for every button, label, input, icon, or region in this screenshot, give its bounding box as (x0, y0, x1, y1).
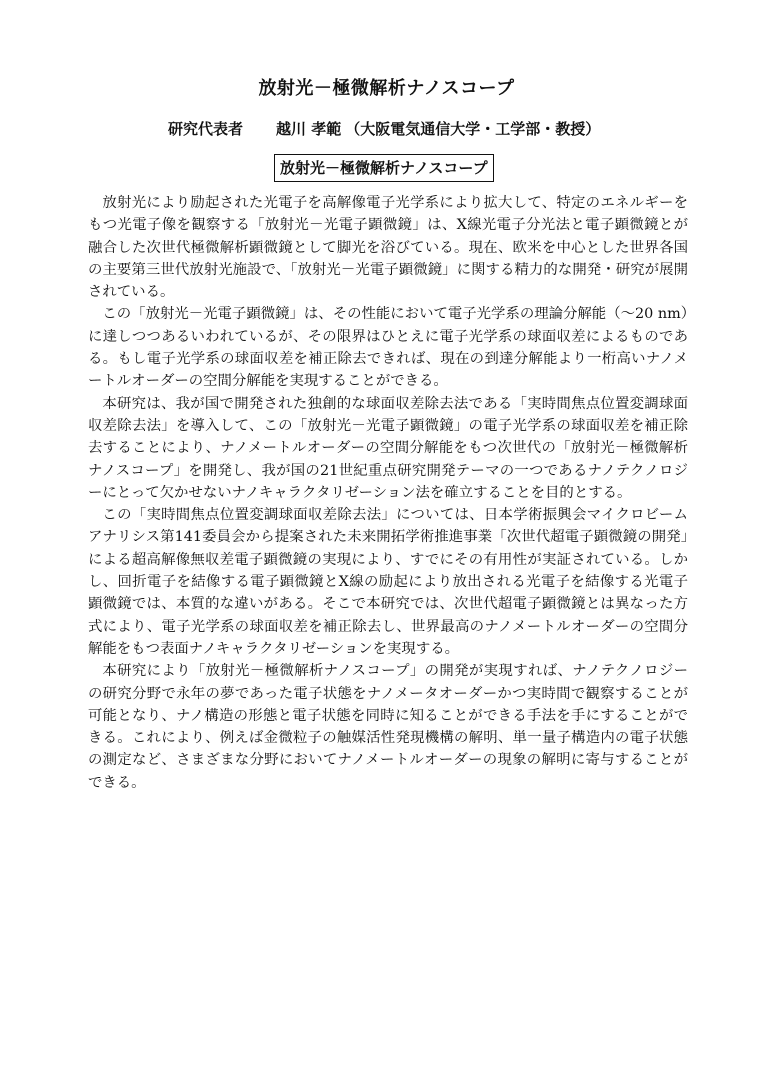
paragraph: 本研究は、我が国で開発された独創的な球面収差除去法である「実時間焦点位置変調球面収差除去法」を導入して、この「放射光－光電子顕微鏡」の電子光学系の球面収差を補正除去することにより、ナノメートルオーダーの空間分解能をもつ次世代の「放射光－極微解析ナノスコープ」を開発し、我が国の21世紀重点研究開発テーマの一つであるナノテクノロジーにとって欠かせないナノキャラクタリゼーション法を確立することを目的とする。 (88, 395, 688, 501)
author-role: 研究代表者 (168, 120, 244, 138)
paragraph: 本研究により「放射光－極微解析ナノスコープ」の開発が実現すれば、ナノテクノロジーの研究分野で永年の夢であった電子状態をナノメータオーダーかつ実時間で観察することが可能となり、ナノ構造の形態と電子状態を同時に知ることができる手法を手にすることができる。これにより、例えば金微粒子の触媒活性発現機構の解明、単一量子構造内の電子状態の測定など、さまざまな分野においてナノメートルオーダーの現象の解明に寄与することができる。 (88, 663, 688, 791)
body-text (88, 192, 688, 794)
boxed-section-title: 放射光－極微解析ナノスコープ (274, 154, 494, 182)
author-name: 越川 孝範 (276, 120, 342, 138)
paragraph: 放射光により励起された光電子を高解像電子光学系により拡大して、特定のエネルギーをもつ光電子像を観察する「放射光－光電子顕微鏡」は、X線光電子分光法と電子顕微鏡とが融合した次世代極微解析顕微鏡として脚光を浴びている。現在、欧米を中心とした世界各国の主要第三世代放射光施設で、「放射光－光電子顕微鏡」に関する精力的な開発・研究が展開されている。 (88, 195, 688, 301)
document-title: 放射光－極微解析ナノスコープ (258, 78, 515, 99)
author-affiliation: （大阪電気通信大学・工学部・教授） (345, 120, 601, 138)
author-line (168, 118, 600, 139)
paragraph: この「実時間焦点位置変調球面収差除去法」については、日本学術振興会マイクロビームアナリシス第141委員会から提案された未来開拓学術推進事業「次世代超電子顕微鏡の開発」による超高解像無収差電子顕微鏡の実現により、すでにその有用性が実証されている。しかし、回折電子を結像する電子顕微鏡とX線の励起により放出される光電子を結像する光電子顕微鏡では、本質的な違いがある。そこで本研究では、次世代超電子顕微鏡とは異なった方式により、電子光学系の球面収差を補正除去し、世界最高のナノメートルオーダーの空間分解能をもつ表面ナノキャラクタリゼーションを実現する。 (88, 507, 688, 657)
paragraph: この「放射光－光電子顕微鏡」は、その性能において電子光学系の理論分解能（～20 nm）に達しつつあるいわれているが、その限界はひとえに電子光学系の球面収差によるものである。もし電子光学系の球面収差を補正除去できれば、現在の到達分解能より一桁高いナノメートルオーダーの空間分解能を実現することができる。 (88, 306, 688, 390)
